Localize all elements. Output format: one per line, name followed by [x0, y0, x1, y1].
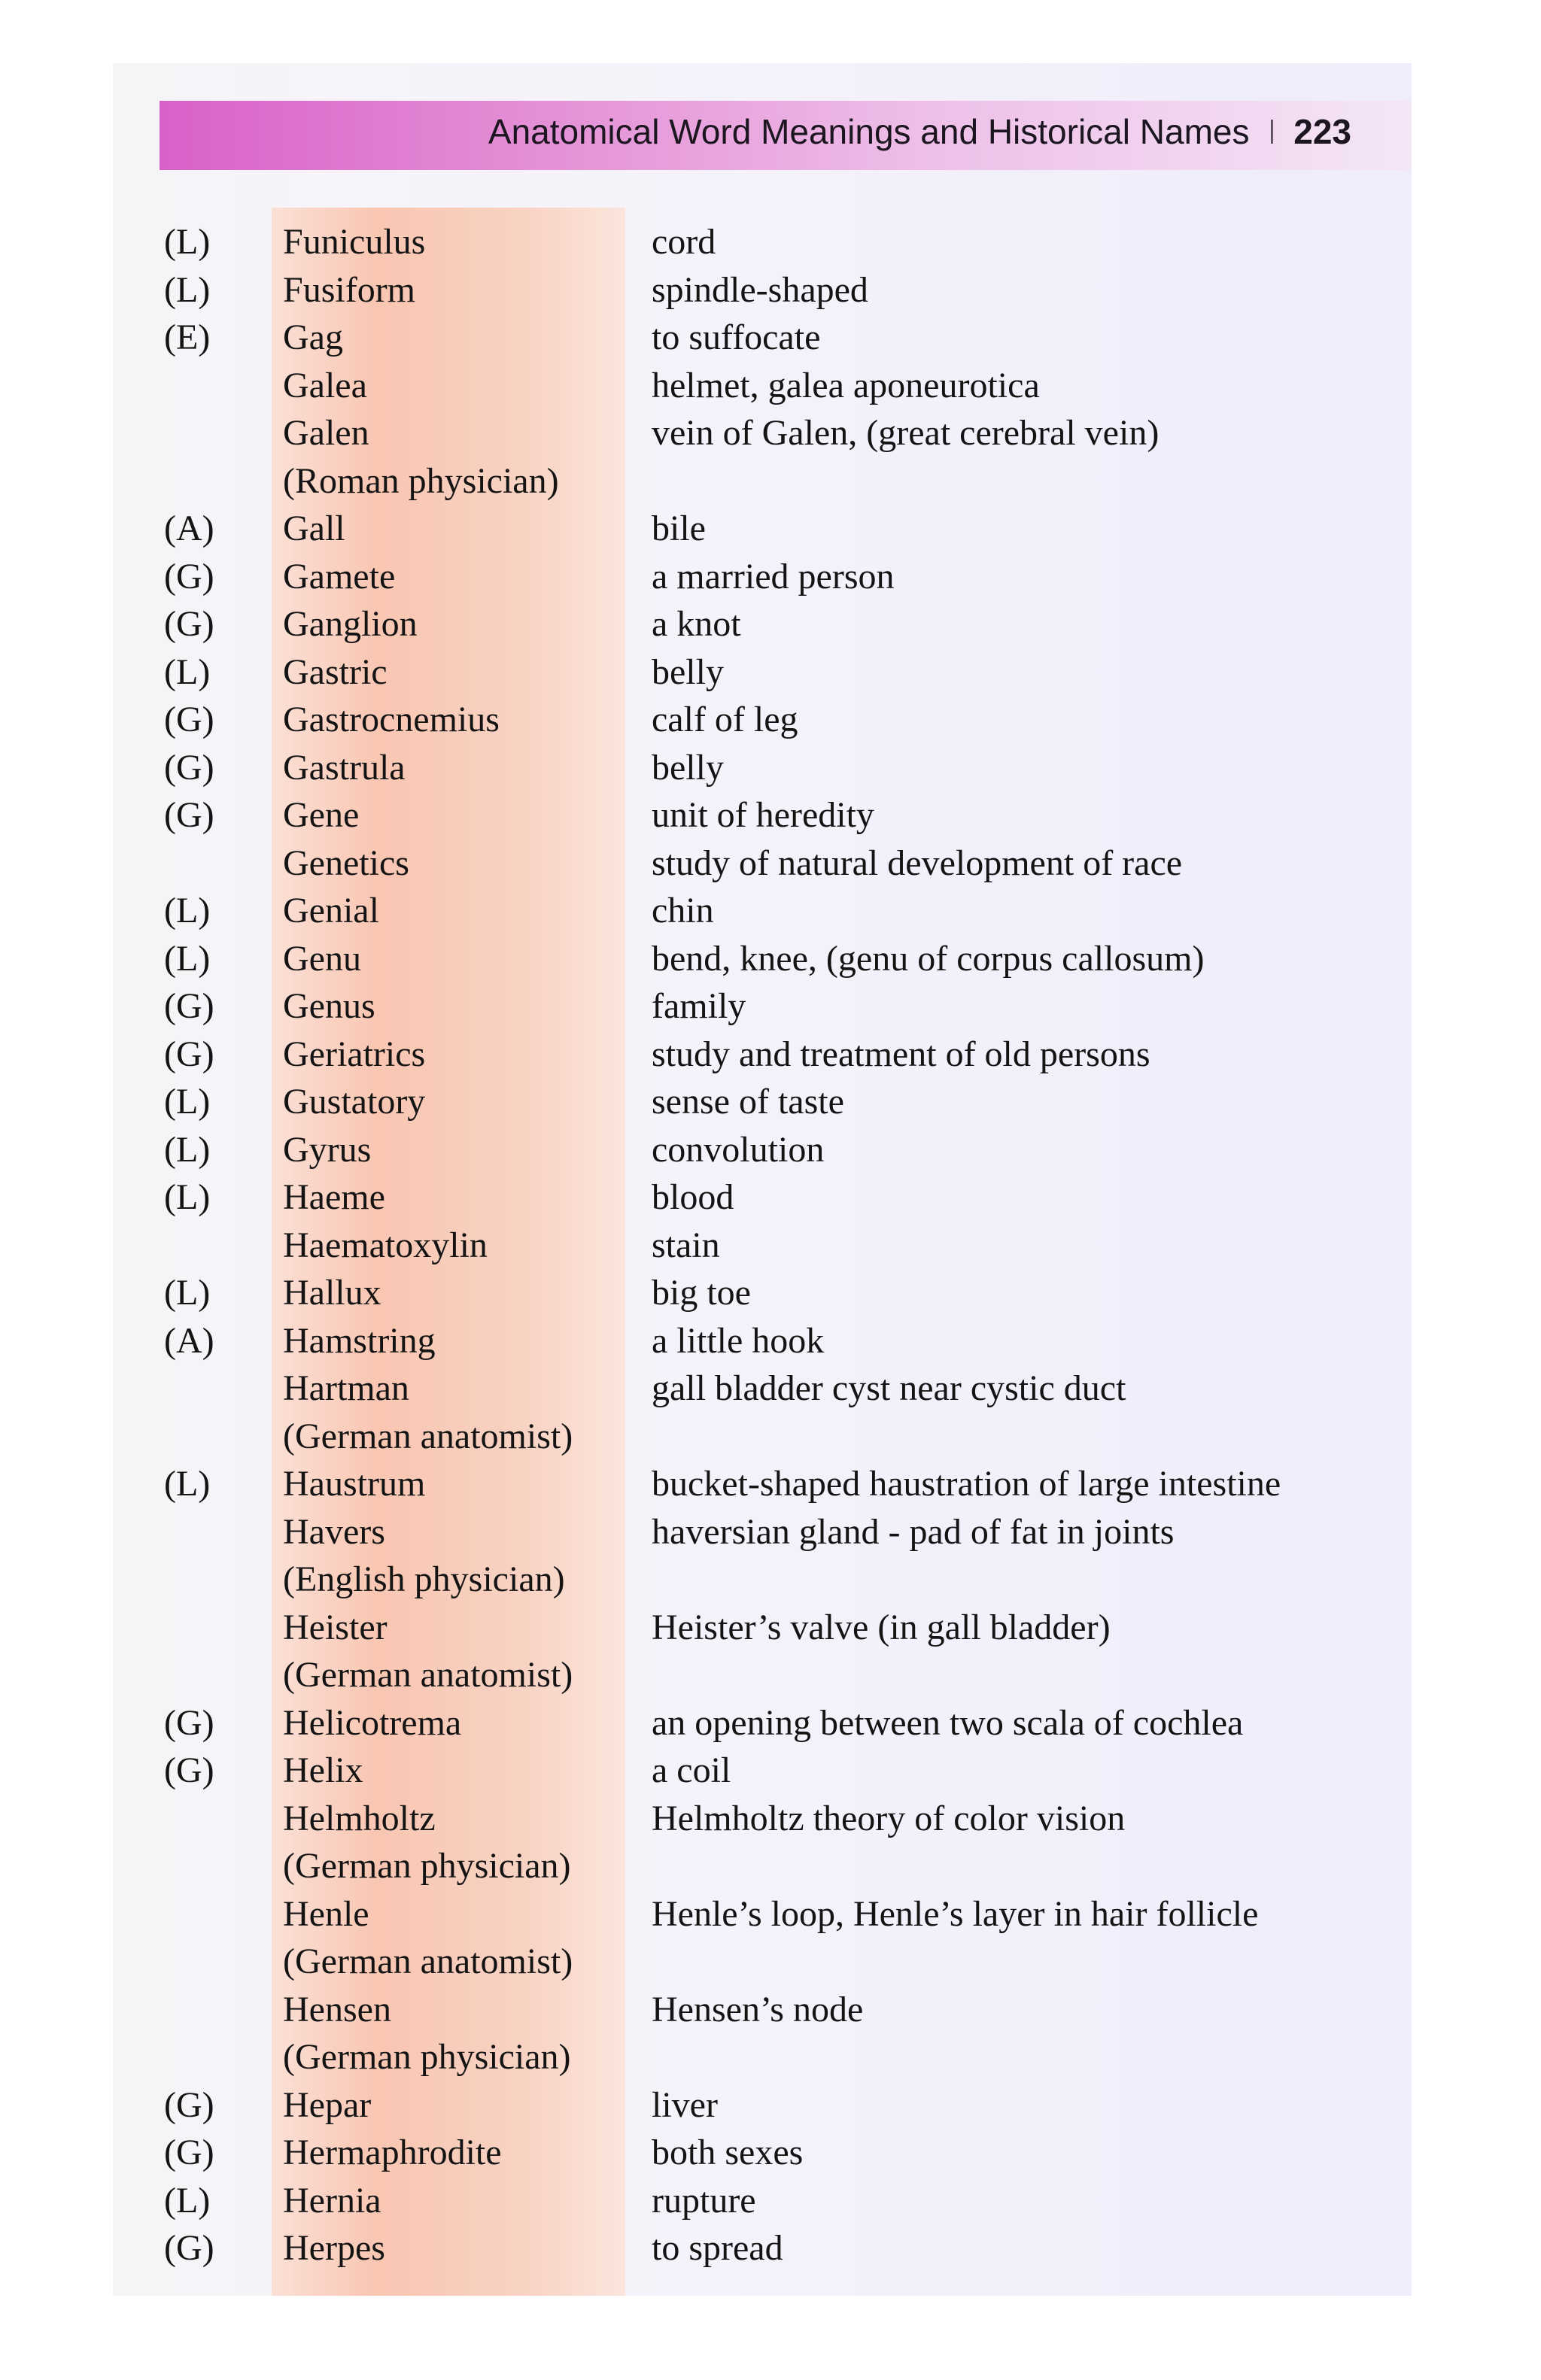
entry-meaning: convolution	[652, 1129, 825, 1170]
glossary-row	[113, 1269, 1412, 1317]
entry-term: (German anatomist)	[283, 1941, 573, 1981]
glossary-row	[113, 1173, 1412, 1222]
entry-term: (German physician)	[283, 2037, 571, 2077]
entry-meaning: Heister’s valve (in gall bladder)	[652, 1607, 1111, 1647]
entry-origin: (G)	[164, 2084, 214, 2125]
entry-meaning: belly	[652, 651, 724, 692]
entry-term: Haeme	[283, 1177, 385, 1217]
entry-origin: (G)	[164, 795, 214, 835]
entry-origin: (L)	[164, 269, 211, 310]
running-header-title: Anatomical Word Meanings and Historical Names	[488, 112, 1250, 151]
entry-term: Havers	[283, 1511, 385, 1552]
entry-meaning: spindle-shaped	[652, 269, 868, 310]
entry-term: (German anatomist)	[283, 1416, 573, 1456]
entry-origin: (G)	[164, 1750, 214, 1790]
entry-meaning: bucket-shaped haustration of large intestine	[652, 1464, 1281, 1504]
entry-meaning: study of natural development of race	[652, 842, 1183, 883]
entry-term: (German physician)	[283, 1846, 571, 1886]
glossary-row	[113, 1651, 1412, 1699]
entry-origin: (L)	[164, 1464, 211, 1504]
entry-term: Funiculus	[283, 222, 426, 262]
entry-meaning: a little hook	[652, 1320, 825, 1361]
entry-meaning: vein of Galen, (great cerebral vein)	[652, 413, 1160, 453]
entry-term: Hartman	[283, 1368, 409, 1408]
entry-origin: (G)	[164, 2133, 214, 2172]
entry-term: Hallux	[283, 1273, 381, 1313]
entry-origin: (G)	[164, 556, 214, 597]
entry-term: Gustatory	[283, 1082, 426, 1122]
entry-meaning: helmet, galea aponeurotica	[652, 365, 1040, 405]
entry-origin: (G)	[164, 2228, 214, 2268]
entry-term: Haematoxylin	[283, 1225, 488, 1265]
entry-meaning: cord	[652, 222, 716, 262]
entry-term: (English physician)	[283, 1559, 565, 1599]
glossary-row	[113, 1317, 1412, 1365]
entry-origin: (L)	[164, 222, 211, 262]
entry-term: (Roman physician)	[283, 460, 559, 501]
glossary-row	[113, 839, 1412, 888]
entry-meaning: big toe	[652, 1273, 751, 1313]
entry-origin: (L)	[164, 1129, 211, 1170]
glossary-row	[113, 266, 1412, 314]
glossary-row	[113, 791, 1412, 839]
entry-origin: (L)	[164, 651, 211, 692]
glossary-row	[113, 1795, 1412, 1843]
entry-origin: (L)	[164, 891, 211, 930]
entry-origin: (G)	[164, 986, 214, 1026]
entry-meaning: Henle’s loop, Henle’s layer in hair follicle	[652, 1893, 1259, 1934]
glossary-row	[113, 1699, 1412, 1747]
glossary-row	[113, 314, 1412, 362]
entry-term: Helix	[283, 1750, 363, 1790]
entry-origin: (A)	[164, 508, 214, 548]
entry-origin: (L)	[164, 2180, 211, 2221]
entry-meaning: a married person	[652, 556, 895, 597]
header-separator: I	[1269, 112, 1275, 151]
glossary-row	[113, 1460, 1412, 1508]
glossary-row	[113, 1031, 1412, 1079]
entry-meaning: family	[652, 986, 746, 1026]
glossary-row	[113, 696, 1412, 744]
entry-meaning: study and treatment of old persons	[652, 1034, 1150, 1074]
glossary-row	[113, 935, 1412, 983]
glossary-row	[113, 744, 1412, 792]
entry-term: Hepar	[283, 2084, 372, 2125]
entry-term: Genetics	[283, 842, 409, 883]
glossary-row	[113, 2177, 1412, 2225]
glossary-row	[113, 1508, 1412, 1556]
entry-term: Gyrus	[283, 1129, 372, 1170]
entry-meaning: to spread	[652, 2228, 783, 2268]
entry-meaning: a coil	[652, 1750, 731, 1790]
glossary-row	[113, 409, 1412, 457]
glossary-row	[113, 1842, 1412, 1890]
glossary-row	[113, 218, 1412, 266]
entry-term: Gastrocnemius	[283, 700, 500, 739]
entry-term: Fusiform	[283, 269, 416, 310]
entry-term: Genus	[283, 986, 375, 1026]
entry-meaning: gall bladder cyst near cystic duct	[652, 1368, 1126, 1408]
entry-origin: (G)	[164, 1702, 214, 1743]
glossary-row	[113, 1078, 1412, 1126]
glossary-row	[113, 457, 1412, 505]
entry-meaning: both sexes	[652, 2133, 804, 2172]
entry-meaning: Hensen’s node	[652, 1989, 864, 2029]
entry-meaning: rupture	[652, 2180, 756, 2221]
glossary-row	[113, 1938, 1412, 1986]
entry-meaning: to suffocate	[652, 317, 821, 357]
entry-meaning: liver	[652, 2084, 718, 2125]
entry-meaning: blood	[652, 1177, 734, 1217]
entry-term: Gamete	[283, 556, 396, 597]
entry-origin: (A)	[164, 1320, 214, 1361]
glossary-row	[113, 1413, 1412, 1461]
entry-term: Haustrum	[283, 1464, 426, 1504]
glossary-row	[113, 505, 1412, 553]
glossary-row	[113, 1604, 1412, 1652]
entry-meaning: calf of leg	[652, 700, 798, 739]
glossary-row	[113, 2081, 1412, 2130]
entry-origin: (L)	[164, 938, 211, 979]
entry-meaning: haversian gland - pad of fat in joints	[652, 1511, 1175, 1552]
entry-meaning: a knot	[652, 604, 741, 644]
entry-origin: (L)	[164, 1273, 211, 1313]
entry-term: Gastric	[283, 651, 388, 692]
glossary-row	[113, 887, 1412, 935]
entry-meaning: chin	[652, 891, 714, 930]
glossary-row	[113, 1556, 1412, 1604]
entry-meaning: belly	[652, 747, 724, 788]
page-number: 223	[1293, 112, 1351, 151]
entry-origin: (G)	[164, 604, 214, 644]
glossary-entries	[113, 218, 1412, 2272]
entry-term: Hamstring	[283, 1320, 436, 1361]
entry-term: Genial	[283, 891, 379, 930]
glossary-row	[113, 600, 1412, 648]
book-page	[113, 63, 1412, 2296]
glossary-row	[113, 1365, 1412, 1413]
running-header	[488, 111, 1351, 152]
entry-term: Ganglion	[283, 604, 418, 644]
entry-term: Henle	[283, 1893, 369, 1934]
entry-term: Herpes	[283, 2228, 385, 2268]
glossary-row	[113, 2129, 1412, 2177]
glossary-row	[113, 1986, 1412, 2034]
glossary-row	[113, 1126, 1412, 1174]
entry-origin: (E)	[164, 317, 211, 357]
entry-meaning: sense of taste	[652, 1082, 844, 1122]
entry-meaning: bile	[652, 508, 706, 548]
entry-term: Hermaphrodite	[283, 2133, 502, 2172]
entry-origin: (G)	[164, 1034, 214, 1074]
entry-origin: (G)	[164, 700, 214, 739]
entry-origin: (G)	[164, 747, 214, 788]
glossary-row	[113, 1890, 1412, 1938]
glossary-row	[113, 1747, 1412, 1795]
entry-term: Hensen	[283, 1989, 391, 2029]
glossary-row	[113, 982, 1412, 1031]
glossary-row	[113, 553, 1412, 601]
entry-origin: (L)	[164, 1177, 211, 1217]
entry-meaning: bend, knee, (genu of corpus callosum)	[652, 938, 1205, 979]
entry-meaning: unit of heredity	[652, 795, 874, 835]
entry-meaning: stain	[652, 1225, 720, 1265]
entry-term: Gag	[283, 317, 343, 357]
entry-term: Galen	[283, 413, 369, 453]
glossary-row	[113, 2224, 1412, 2272]
entry-term: Galea	[283, 365, 367, 405]
entry-meaning: Helmholtz theory of color vision	[652, 1798, 1126, 1838]
entry-origin: (L)	[164, 1082, 211, 1122]
entry-term: Heister	[283, 1607, 388, 1647]
entry-term: (German anatomist)	[283, 1655, 573, 1695]
glossary-row	[113, 362, 1412, 410]
entry-term: Gene	[283, 795, 360, 835]
entry-term: Gastrula	[283, 747, 406, 788]
entry-term: Geriatrics	[283, 1034, 426, 1074]
glossary-row	[113, 648, 1412, 697]
entry-term: Genu	[283, 938, 361, 979]
entry-term: Gall	[283, 508, 345, 548]
entry-term: Helicotrema	[283, 1702, 462, 1743]
entry-meaning: an opening between two scala of cochlea	[652, 1702, 1244, 1743]
entry-term: Helmholtz	[283, 1798, 436, 1838]
entry-term: Hernia	[283, 2180, 381, 2221]
glossary-row	[113, 2033, 1412, 2081]
glossary-row	[113, 1222, 1412, 1270]
